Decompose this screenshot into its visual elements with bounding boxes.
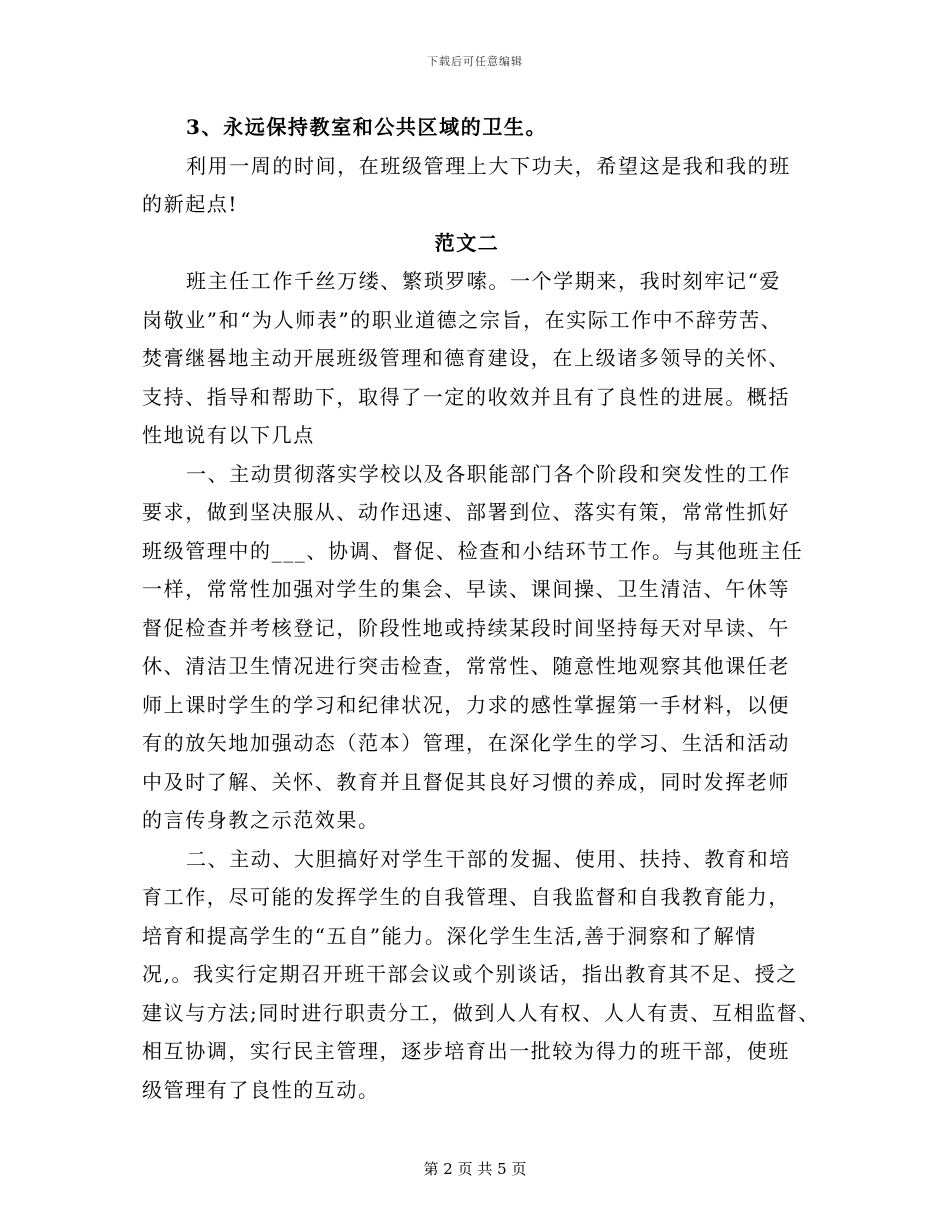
- paragraph-line: 级管理有了良性的互动。: [142, 1077, 380, 1102]
- paragraph-line: 休、清洁卫生情况进行突击检查，常常性、随意性地观察其他课任老: [142, 654, 790, 678]
- section-title: 范文二: [434, 230, 500, 255]
- page-number: 第 2 页 共 5 页: [423, 1160, 527, 1178]
- paragraph-line: 班主任工作千丝万缕、繁琐罗嗦。一个学期来，我时刻牢记“爱: [186, 269, 782, 293]
- header-note: 下载后可任意编辑: [427, 55, 523, 68]
- paragraph-line: 利用一周的时间，在班级管理上大下功夫，希望这是我和我的班: [186, 153, 791, 178]
- paragraph-line: 培育和提高学生的“五自”能力。深化学生生活,善于洞察和了解情: [142, 923, 757, 948]
- paragraph-line: 要求，做到坚决服从、动作迅速、部署到位、落实有策，常常性抓好: [142, 500, 790, 524]
- paragraph-line: 中及时了解、关怀、教育并且督促其良好习惯的养成，同时发挥老师: [142, 769, 790, 794]
- paragraph-line: 相互协调，实行民主管理，逐步培育出一批较为得力的班干部，使班: [142, 1039, 790, 1063]
- paragraph-line: 师上课时学生的学习和纪律状况，力求的感性掌握第一手材料，以便: [142, 692, 790, 717]
- paragraph-line: 有的放矢地加强动态（范本）管理，在深化学生的学习、生活和活动: [142, 731, 790, 755]
- paragraph-line: 一、主动贯彻落实学校以及各职能部门各个阶段和突发性的工作: [186, 461, 791, 486]
- paragraph-line: 育工作，尽可能的发挥学生的自我管理、自我监督和自我教育能力，: [142, 885, 790, 909]
- paragraph-line: 班级管理中的___、协调、督促、检查和小结环节工作。与其他班主任: [142, 538, 804, 563]
- paragraph-line: 性地说有以下几点: [142, 423, 315, 447]
- paragraph-line: 岗敬业”和“为人师表”的职业道德之宗旨，在实际工作中不辞劳苦、: [142, 307, 783, 332]
- paragraph-line: 督促检查并考核登记，阶段性地或持续某段时间坚持每天对早读、午: [142, 615, 790, 640]
- paragraph-line: 焚膏继晷地主动开展班级管理和德育建设，在上级诸多领导的关怀、: [142, 346, 790, 370]
- paragraph-line: 二、主动、大胆搞好对学生干部的发掘、使用、扶持、教育和培: [186, 846, 791, 871]
- document-body: [142, 108, 822, 1109]
- paragraph-line: 的新起点!: [142, 192, 239, 216]
- paragraph-line: 的言传身教之示范效果。: [142, 808, 380, 832]
- paragraph-line: 况,。我实行定期召开班干部会议或个别谈话，指出教育其不足、授之: [142, 962, 798, 986]
- paragraph-line: 支持、指导和帮助下，取得了一定的收效并且有了良性的进展。概括: [142, 384, 790, 409]
- paragraph-line: 一样，常常性加强对学生的集会、早读、课间操、卫生清洁、午休等: [142, 577, 790, 601]
- list-item-hygiene: 3、永远保持教室和公共区域的卫生。: [186, 115, 548, 139]
- paragraph-line: 建议与方法;同时进行职责分工，做到人人有权、人人有责、互相监督、: [142, 1000, 820, 1025]
